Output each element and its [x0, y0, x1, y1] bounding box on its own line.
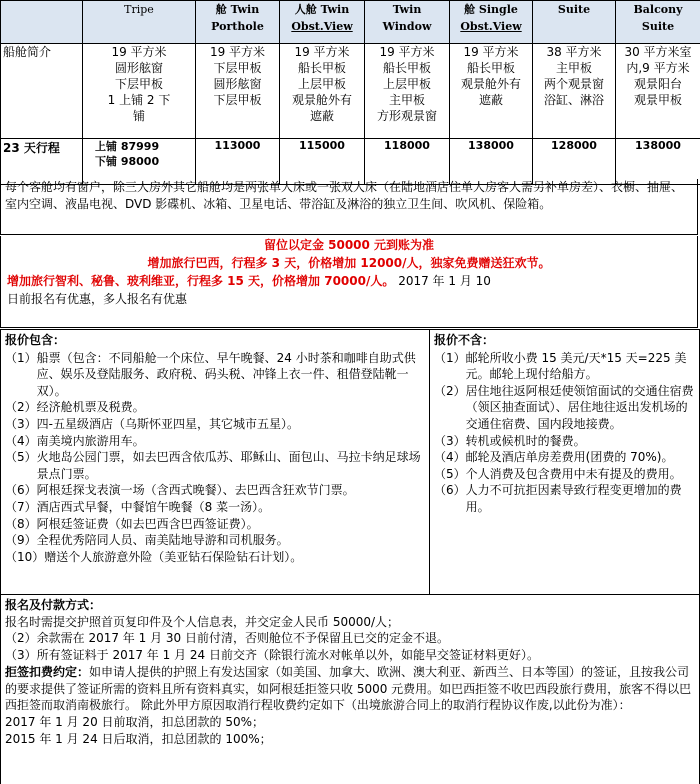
included-item-number: （8）: [5, 516, 37, 531]
early-booking-line: 日前报名有优惠，多人报名有优惠: [7, 292, 188, 306]
excluded-item: [434, 482, 695, 515]
desc-balcony-suite: 30 平方米室 内,9 平方米 观景阳台 观景甲板: [616, 44, 700, 139]
desc-twin-obst-view: 19 平方米 船长甲板 上层甲板 观景舱外有 遮蔽: [280, 44, 365, 139]
south-america-extension-line: [1, 272, 697, 290]
excluded-item-number: （4）: [434, 450, 466, 465]
included-item-number: （6）: [5, 483, 37, 498]
desc-single-obst-view: 19 平方米 船长甲板 观景舱外有 遮蔽: [450, 44, 533, 139]
desc-suite: 38 平方米 主甲板 两个观景窗 浴缸、淋浴: [533, 44, 616, 139]
price-twin-window: 118000: [365, 139, 450, 185]
included-item-text: 南美境内旅游用车。: [36, 433, 145, 448]
excluded-item-number: （6）: [434, 483, 466, 498]
included-title: 报价包含：: [5, 333, 66, 347]
excluded-item-text: 邮轮及酒店单房差费用(团费的 70%)。: [465, 450, 674, 465]
early-booking-date: 2017 年 1 月 10: [398, 274, 491, 288]
cabin-table: [0, 0, 700, 185]
included-item: [5, 482, 425, 499]
price-suite: 128000: [533, 139, 616, 185]
included-item-text: 赠送个人旅游意外险（美亚钻石保险钻石计划）。: [44, 549, 303, 564]
cancellation-term-1: 2017 年 1 月 20 日前取消，扣总团款的 50%；: [5, 714, 265, 729]
payment-step-3: （3）所有签证料于 2017 年 1 月 24 日前交齐（除银行流水对帐单以外，如能早交签证材料更好）。: [5, 648, 539, 663]
payment-title: 报名及付款方式：: [5, 598, 102, 612]
included-item: [5, 516, 425, 533]
included-item: [5, 499, 425, 516]
south-america-extension-text: 增加旅行智利、秘鲁、玻利维亚，行程多 15 天，价格增加 70000/人。: [7, 274, 395, 288]
included-list: [5, 350, 425, 566]
included-item: [5, 549, 425, 566]
included-item-text: 四-五星级酒店（乌斯怀亚四星，其它城市五星）。: [36, 416, 299, 431]
payment-section: [0, 595, 700, 784]
amenities-note: 每个客舱均有窗户，除三人房外其它船舱均是两张单人床或一张双人床（在陆地酒店住单人房客人需另补单房差）、衣橱、抽屉、室内空调、液晶电视、DVD 影碟机、冰箱、卫星电话、带浴缸及淋浴的独立卫生间、吹风机、保险箱。: [0, 179, 698, 235]
cabin-price-row: [1, 139, 700, 185]
included-item: [5, 449, 425, 482]
header-suite: Suite: [533, 1, 616, 44]
excluded-item: [434, 449, 695, 466]
excluded-item-text: 邮轮所收小费 15 美元/天*15 天=225 美元。邮轮上现付给船方。: [465, 350, 687, 382]
included-item-number: （7）: [5, 499, 37, 514]
included-item: [5, 350, 425, 400]
desc-tripe: 19 平方米 圆形舷窗 下层甲板 1 上铺 2 下 铺: [83, 44, 196, 139]
included-item: [5, 416, 425, 433]
excluded-box: [429, 329, 700, 595]
excluded-item-number: （3）: [434, 433, 466, 448]
visa-refusal-text: 如申请人提供的护照上有发达国家（如美国、加拿大、欧洲、澳大利亚、新西兰、日本等国）的签证，且按我公司的要求提供了签证所需的资料且所有资料真实，如阿根廷拒签只收 5000 元费用。如巴西拒签不收巴西段旅行费用，旅客不得以巴西拒签而取消南极旅行。 除此外甲方原因取消行程收费约定如下（出境旅游合同上的取消行程协议作废,以此份为准）：: [5, 664, 692, 713]
included-item: [5, 532, 425, 549]
excluded-item-text: 转机或候机时的餐费。: [465, 433, 586, 448]
visa-refusal-title: 拒签扣费约定：: [5, 664, 90, 679]
included-item-text: 阿根廷探戈表演一场（含西式晚餐）、去巴西含狂欢节门票。: [36, 483, 355, 498]
header-tripe: Tripe: [83, 1, 196, 44]
included-item-number: （1）: [5, 350, 37, 365]
included-item-number: （10）: [5, 549, 45, 564]
included-box: [0, 329, 430, 595]
header-twin-porthole: 舱 Twin Porthole: [196, 1, 280, 44]
inclusion-section: [0, 329, 700, 595]
excluded-item-number: （2）: [434, 383, 466, 398]
included-item-number: （4）: [5, 433, 37, 448]
included-item-text: 火地岛公园门票，如去巴西含依瓜苏、耶稣山、面包山、马拉卡纳足球场景点门票。: [36, 450, 421, 481]
excluded-item-text: 个人消费及包含费用中未有提及的费用。: [465, 466, 682, 481]
brazil-extension-line: 增加旅行巴西，行程多 3 天，价格增加 12000/人，独家免费赠送狂欢节。: [147, 256, 551, 270]
visa-refusal-terms: [5, 664, 695, 714]
cabin-header-row: [1, 1, 700, 44]
excluded-item-text: 居住地往返阿根廷使领馆面试的交通住宿费（领区抽查面试）、居住地往返出发机场的交通住宿费、国内段地接费。: [465, 383, 694, 431]
price-twin-obst-view: 115000: [280, 139, 365, 185]
cabin-desc-row: [1, 44, 700, 139]
payment-step-2: （2）余款需在 2017 年 1 月 30 日前付清，否则舱位不予保留且已交的定金不退。: [5, 631, 449, 646]
included-item-number: （2）: [5, 400, 37, 415]
excluded-item-number: （5）: [434, 466, 466, 481]
included-item-text: 全程优秀陪同人员、南美陆地导游和司机服务。: [36, 533, 289, 548]
included-item-number: （9）: [5, 533, 37, 548]
desc-label: 船舱简介: [1, 44, 83, 139]
header-twin-obst-view: 人舱 Twin Obst.View: [280, 1, 365, 44]
included-item-number: （5）: [5, 450, 37, 465]
excluded-item: [434, 350, 695, 383]
payment-step-1: 报名时需提交护照首页复印件及个人信息表，并交定金人民币 50000/人；: [5, 614, 400, 629]
excluded-item-number: （1）: [434, 350, 466, 365]
excluded-item: [434, 433, 695, 450]
header-single-obst-view: 舱 Single Obst.View: [450, 1, 533, 44]
deposit-line: 留位以定金 50000 元到账为准: [263, 238, 435, 252]
price-balcony-suite: 138000: [616, 139, 700, 185]
excluded-item: [434, 383, 695, 433]
price-single-obst-view: 138000: [450, 139, 533, 185]
excluded-list: [434, 350, 695, 516]
included-item-text: 经济舱机票及税费。: [36, 400, 145, 415]
price-tripe: 上铺 87999 下铺 98000: [83, 139, 196, 185]
included-item: [5, 433, 425, 450]
included-item-number: （3）: [5, 416, 37, 431]
header-balcony-suite: Balcony Suite: [616, 1, 700, 44]
price-label: 23 天行程: [1, 139, 83, 185]
excluded-item-text: 人力不可抗拒因素导致行程变更增加的费用。: [465, 483, 682, 514]
excluded-title: 报价不含：: [434, 333, 495, 347]
included-item-text: 阿根廷签证费（如去巴西含巴西签证费）。: [36, 516, 259, 531]
desc-twin-window: 19 平方米 船长甲板 上层甲板 主甲板 方形观景窗: [365, 44, 450, 139]
price-twin-porthole: 113000: [196, 139, 280, 185]
header-twin-window: Twin Window: [365, 1, 450, 44]
included-item-text: 酒店西式早餐，中餐馆午晚餐（8 菜一汤）。: [36, 499, 271, 514]
included-item: [5, 399, 425, 416]
included-item-text: 船票（包含：不同船舱一个床位、早午晚餐、24 小时茶和咖啡自助式供应、娱乐及登陆服务、政府税、码头税、冲锋上衣一件、租借登陆靴一双）。: [36, 350, 416, 398]
excluded-item: [434, 466, 695, 483]
desc-twin-porthole: 19 平方米 下层甲板 圆形舷窗 下层甲板: [196, 44, 280, 139]
cancellation-term-2: 2015 年 1 月 24 日后取消，扣总团款的 100%；: [5, 731, 272, 746]
header-corner: [1, 1, 83, 44]
promo-note: [0, 236, 698, 328]
